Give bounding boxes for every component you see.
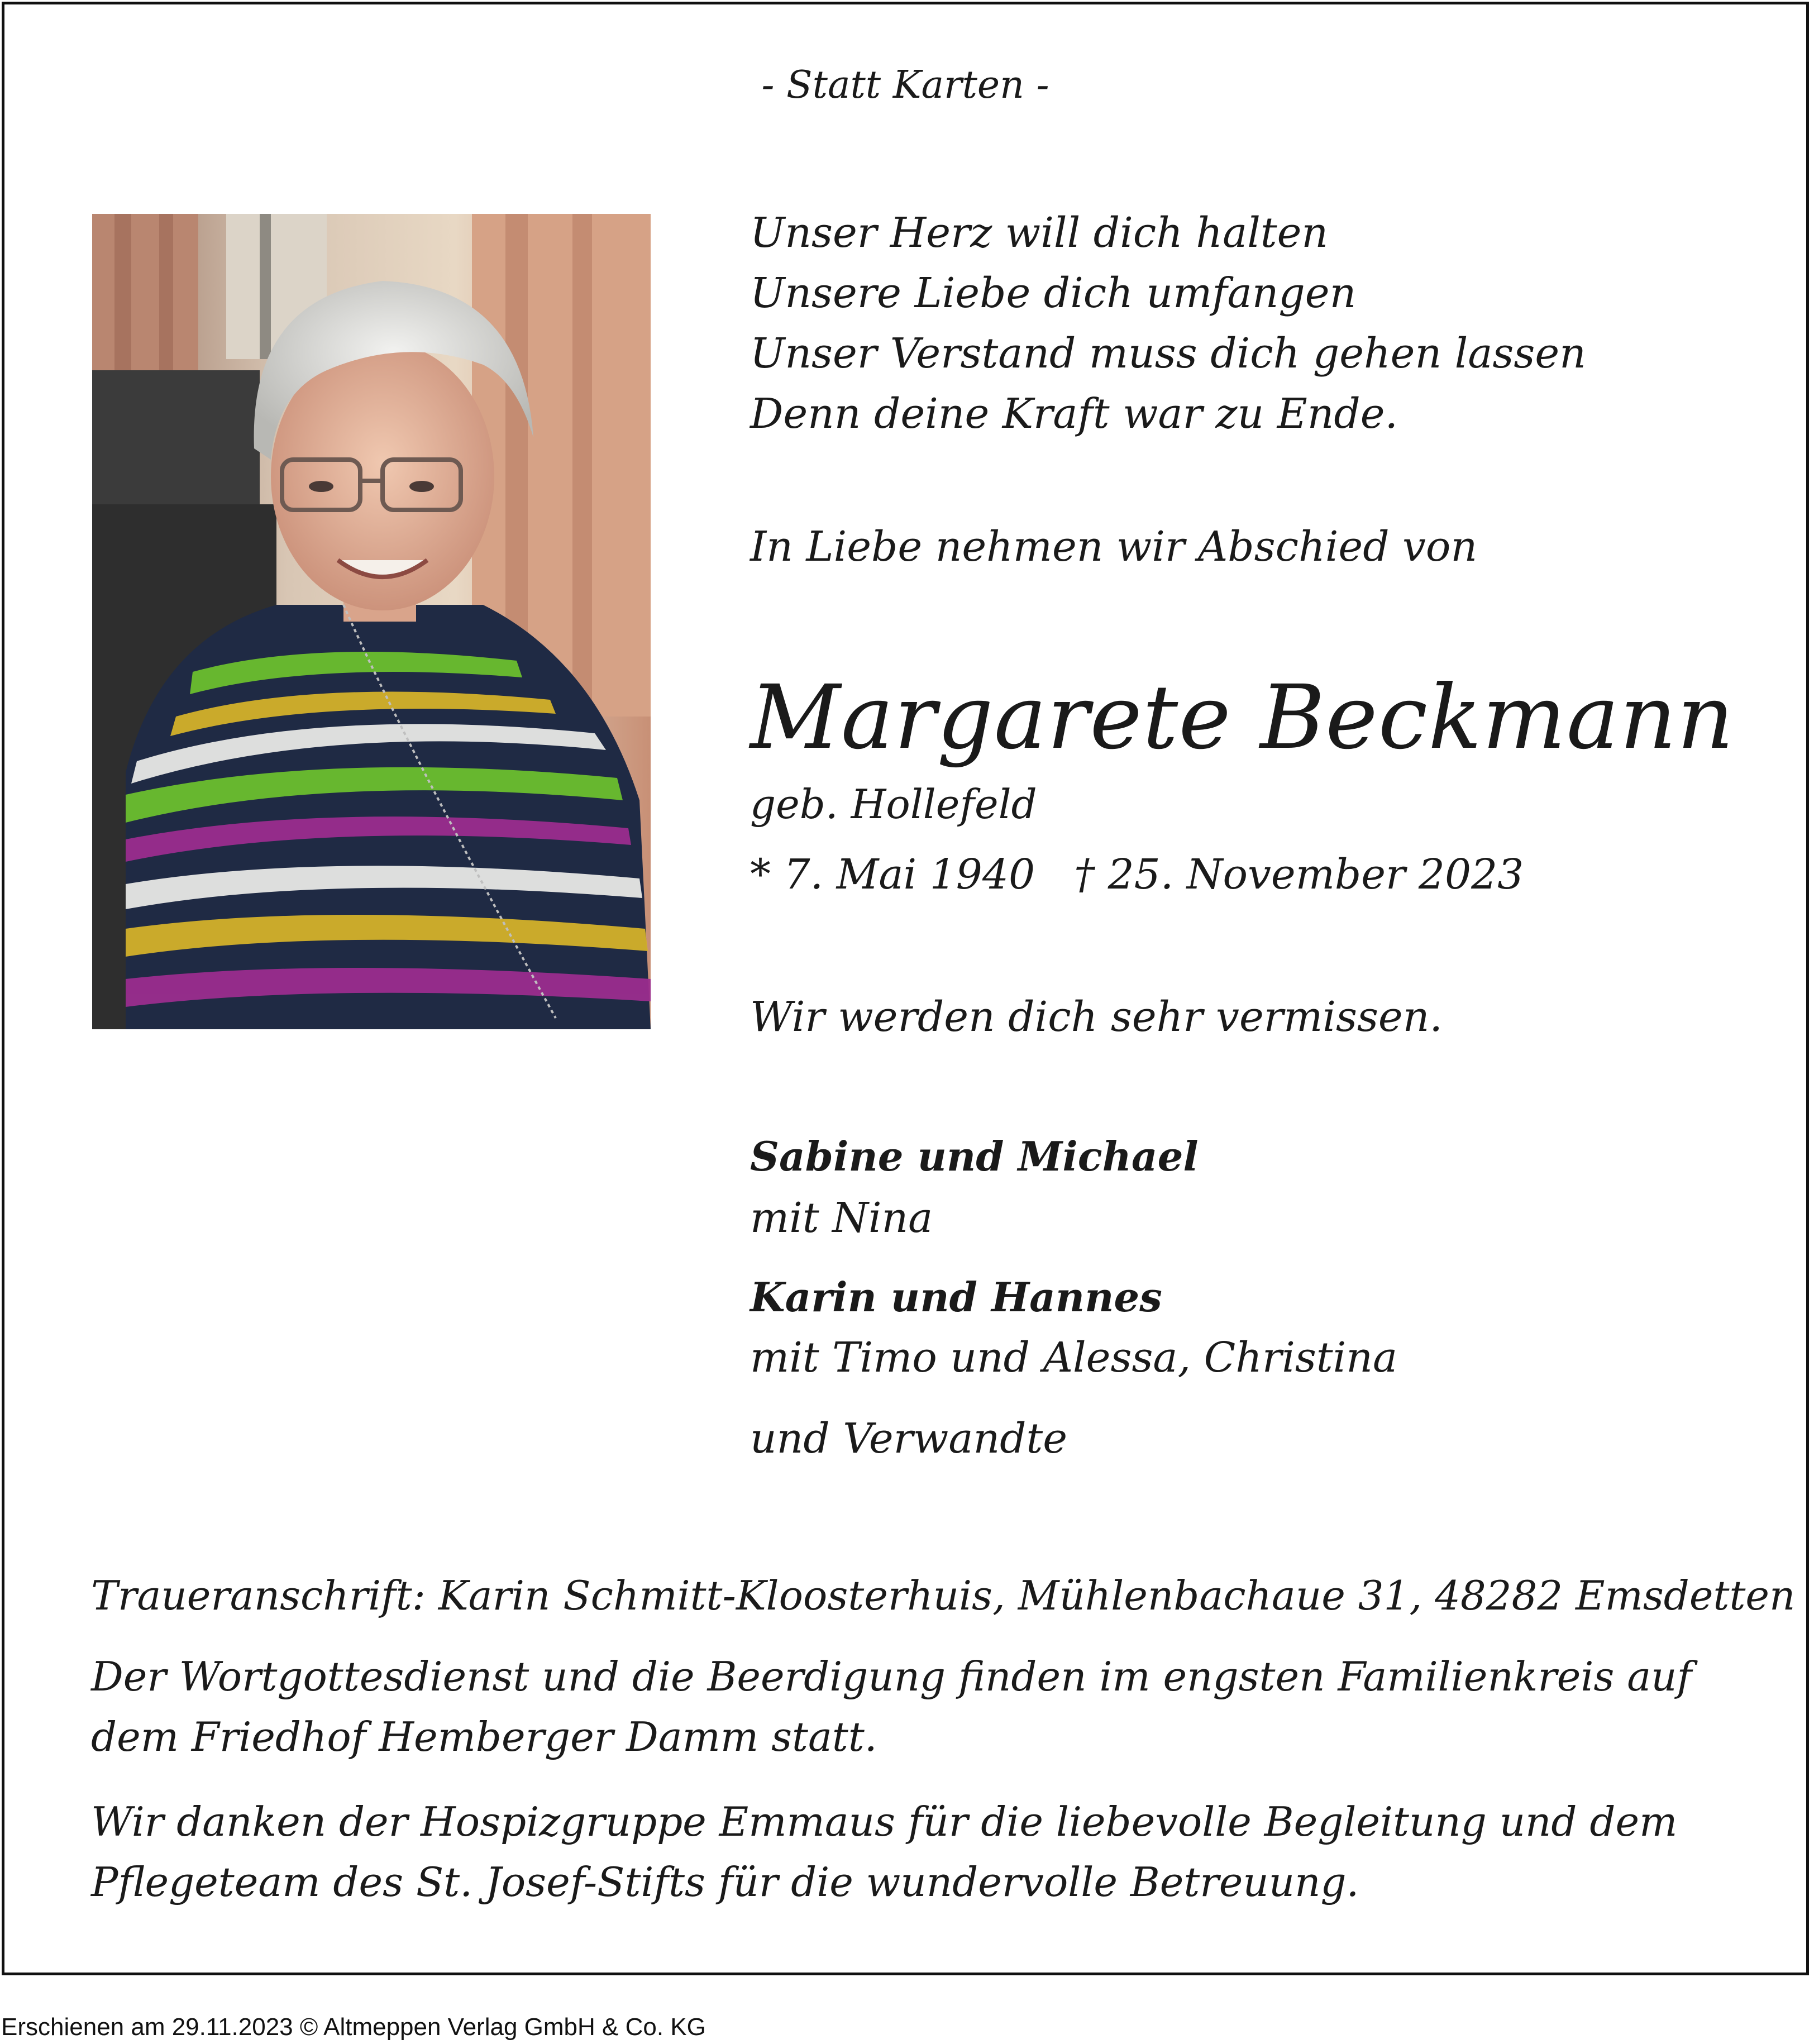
obituary-frame xyxy=(2,2,1809,1975)
publication-footer: Erschienen am 29.11.2023 © Altmeppen Verlag GmbH & Co. KG xyxy=(1,2013,706,2041)
portrait-photo xyxy=(92,214,651,1029)
mourning-address: Traueranschrift: Karin Schmitt-Kloosterhuis, Mühlenbachaue 31, 48282 Emsdetten xyxy=(91,1572,1796,1619)
relatives-text: und Verwandte xyxy=(750,1415,1068,1463)
mourner-names: Karin und Hannes xyxy=(750,1273,1162,1321)
poem-line: Unser Herz will dich halten xyxy=(750,209,1329,257)
service-line: Der Wortgottesdienst und die Beerdigung finden im engsten Familienkreis auf xyxy=(91,1653,1692,1700)
poem xyxy=(750,203,1586,444)
death-date: † 25. November 2023 xyxy=(1074,851,1524,899)
mourner-with: mit Timo und Alessa, Christina xyxy=(750,1334,1398,1382)
header-statt-karten: - Statt Karten - xyxy=(761,63,1049,107)
deceased-name: Margarete Beckmann xyxy=(750,666,1735,769)
maiden-name: geb. Hollefeld xyxy=(750,781,1037,828)
birth-date: * 7. Mai 1940 xyxy=(750,851,1035,899)
thanks-text xyxy=(91,1792,1677,1912)
thanks-line: Pflegeteam des St. Josef-Stifts für die wundervolle Betreuung. xyxy=(91,1859,1359,1905)
mourner-with: mit Nina xyxy=(750,1194,933,1242)
life-dates xyxy=(750,851,1524,899)
thanks-line: Wir danken der Hospizgruppe Emmaus für die liebevolle Begleitung und dem xyxy=(91,1798,1678,1845)
poem-line: Denn deine Kraft war zu Ende. xyxy=(750,390,1398,438)
farewell-text: Wir werden dich sehr vermissen. xyxy=(750,993,1443,1041)
intro-text: In Liebe nehmen wir Abschied von xyxy=(750,523,1478,571)
poem-line: Unser Verstand muss dich gehen lassen xyxy=(750,329,1586,378)
service-line: dem Friedhof Hemberger Damm statt. xyxy=(91,1713,877,1760)
mourner-names: Sabine und Michael xyxy=(750,1133,1199,1180)
service-info xyxy=(91,1646,1692,1767)
poem-line: Unsere Liebe dich umfangen xyxy=(750,269,1357,317)
portrait-illustration xyxy=(92,214,651,1029)
